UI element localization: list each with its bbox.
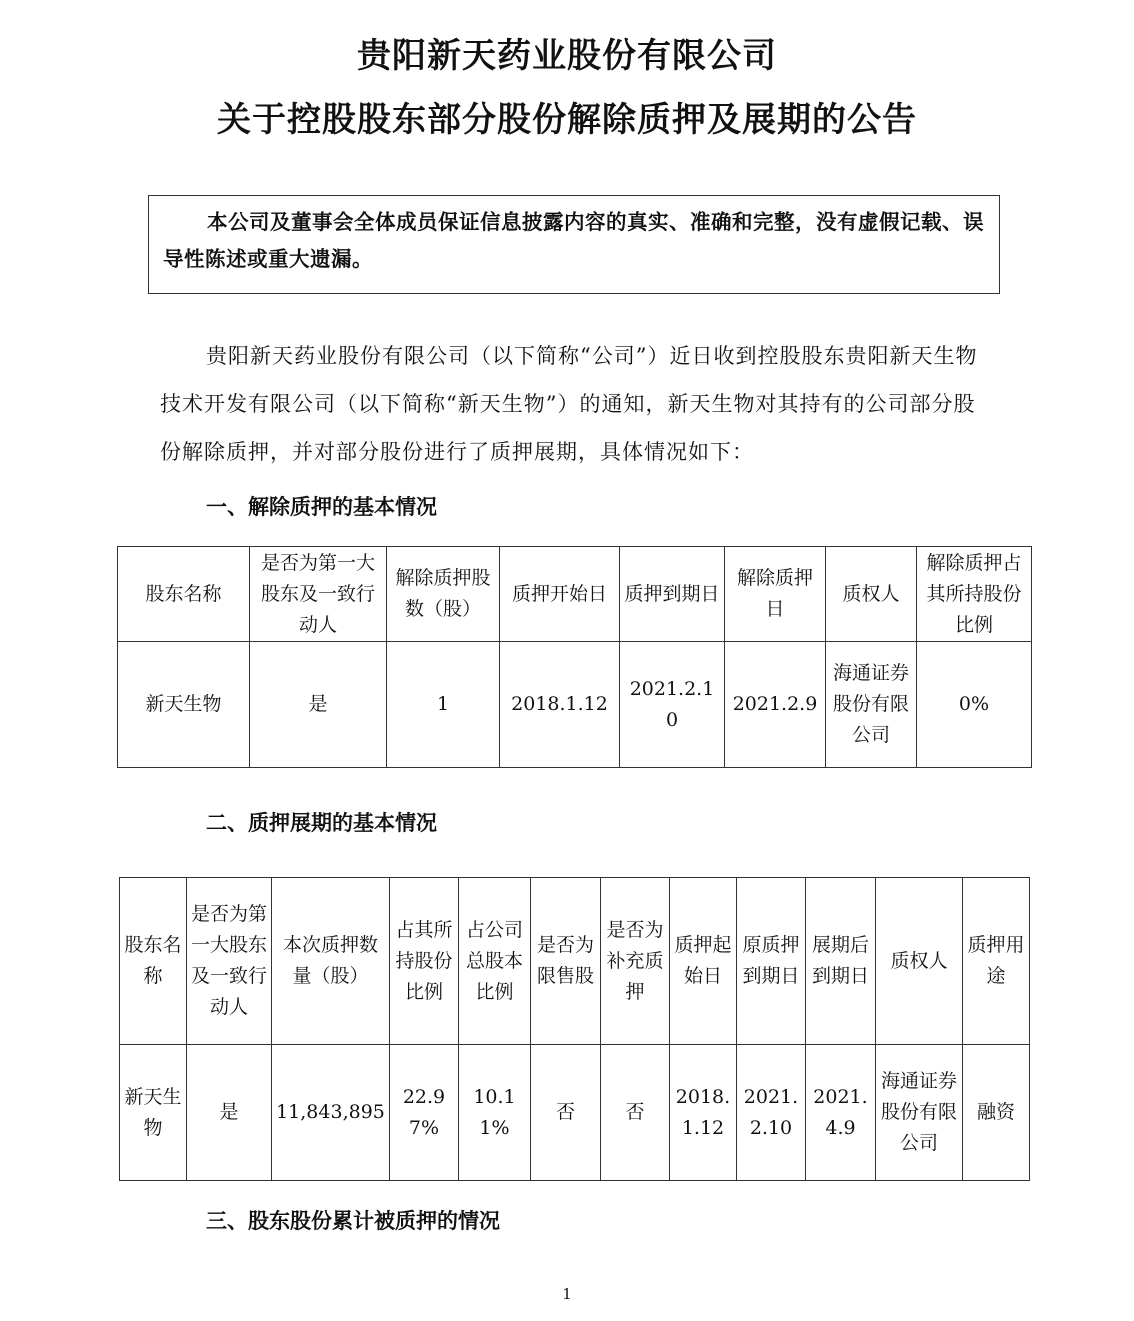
table1-header-cell: 质押到期日 [620,547,725,642]
table2-cell: 10.11% [459,1045,531,1181]
section3-heading: 三、股东股份累计被质押的情况 [206,1209,500,1233]
table1-cell: 0% [917,642,1032,768]
extension-pledge-table [119,877,1030,1181]
table2-cell: 2021.4.9 [806,1045,876,1181]
table2-cell: 2018.1.12 [670,1045,737,1181]
table2-cell: 11,843,895 [272,1045,390,1181]
table1-cell: 新天生物 [118,642,250,768]
table2-cell: 是 [187,1045,272,1181]
table2-header-cell: 是否为限售股 [531,878,601,1045]
table2-header-cell: 占其所持股份比例 [390,878,459,1045]
table2-header-cell: 质权人 [876,878,963,1045]
table1-cell: 2021.2.9 [725,642,826,768]
release-pledge-table [117,546,1032,768]
disclaimer-text: 本公司及董事会全体成员保证信息披露内容的真实、准确和完整，没有虚假记载、误导性陈述或重大遗漏。 [163,210,984,271]
table2-header-cell: 占公司总股本比例 [459,878,531,1045]
table1-header-cell: 解除质押占其所持股份比例 [917,547,1032,642]
table2-cell: 2021.2.10 [737,1045,806,1181]
table1-header-cell: 解除质押股数（股） [387,547,500,642]
table2-data-row [120,1045,1030,1181]
table1-header-cell: 是否为第一大股东及一致行动人 [250,547,387,642]
table1-header-cell: 解除质押日 [725,547,826,642]
page-number: 1 [562,1285,572,1303]
table1-header-cell: 质押开始日 [500,547,620,642]
table2-header-cell: 是否为补充质押 [601,878,670,1045]
table2-cell: 否 [531,1045,601,1181]
table2-header-cell: 质押起始日 [670,878,737,1045]
table2-header-cell: 本次质押数量（股） [272,878,390,1045]
table2-cell: 否 [601,1045,670,1181]
table2-header-cell: 是否为第一大股东及一致行动人 [187,878,272,1045]
table2-cell: 新天生物 [120,1045,187,1181]
document-title-line2: 关于控股股东部分股份解除质押及展期的公告 [217,100,917,140]
table2-cell: 22.97% [390,1045,459,1181]
table1-header-cell: 质权人 [826,547,917,642]
table1-cell: 1 [387,642,500,768]
table2-cell: 融资 [963,1045,1030,1181]
table1-header-cell: 股东名称 [118,547,250,642]
intro-paragraph: 贵阳新天药业股份有限公司（以下简称“公司”）近日收到控股股东贵阳新天生物技术开发有限公司（以下简称“新天生物”）的通知，新天生物对其持有的公司部分股份解除质押，并对部分股份进行了质押展期，具体情况如下： [160,344,978,464]
table1-data-row [118,642,1032,768]
disclaimer-box [148,195,1000,294]
table2-header-row [120,878,1030,1045]
table1-header-row [118,547,1032,642]
table1-cell: 2018.1.12 [500,642,620,768]
table1-cell: 2021.2.10 [620,642,725,768]
table2-header-cell: 展期后到期日 [806,878,876,1045]
table1-cell: 海通证券股份有限公司 [826,642,917,768]
section1-heading: 一、解除质押的基本情况 [206,495,437,519]
table2-header-cell: 原质押到期日 [737,878,806,1045]
table2-header-cell: 质押用途 [963,878,1030,1045]
table2-cell: 海通证券股份有限公司 [876,1045,963,1181]
document-title-line1: 贵阳新天药业股份有限公司 [357,36,777,76]
table2-header-cell: 股东名称 [120,878,187,1045]
section2-heading: 二、质押展期的基本情况 [206,811,437,835]
table1-cell: 是 [250,642,387,768]
